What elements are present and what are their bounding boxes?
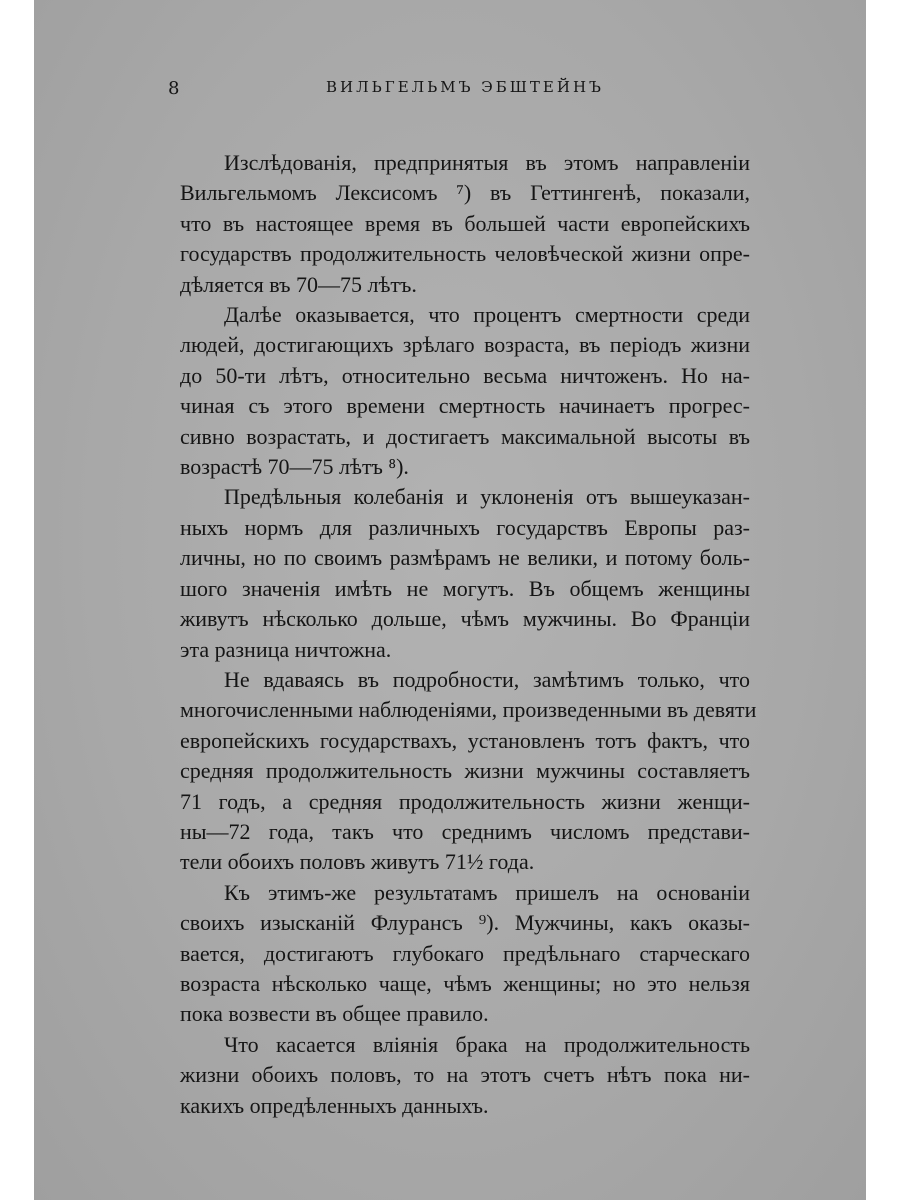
- text-line: Къ этимъ-же результатамъ пришелъ на основаніи: [224, 879, 750, 905]
- text-line: эта разница ничтожна.: [180, 636, 392, 662]
- text-line: Не вдаваясь въ подробности, замѣтимъ только, что: [224, 666, 750, 692]
- text-line: вается, достигаютъ глубокаго предѣльнаго старческаго: [180, 940, 750, 966]
- text-line: Предѣльныя колебанія и уклоненія отъ вышеуказан-: [224, 484, 750, 510]
- text-line: Далѣе оказывается, что процентъ смертности среди: [224, 302, 750, 328]
- text-line: ны—72 года, такъ что среднимъ числомъ представи-: [180, 818, 750, 844]
- text-line: Вильгельмомъ Лексисомъ ⁷) въ Геттингенѣ, показали,: [180, 180, 750, 206]
- text-line: государствъ продолжительность человѣческой жизни опре-: [180, 241, 750, 267]
- text-line: сивно возрастать, и достигаетъ максимальной высоты въ: [180, 423, 750, 449]
- text-line: до 50-ти лѣтъ, относительно весьма ничтоженъ. Но на-: [180, 362, 750, 388]
- text-line: Что касается вліянія брака на продолжительность: [224, 1031, 750, 1057]
- text-line: многочисленными наблюденіями, произведенными въ девяти: [180, 697, 757, 723]
- text-line: личны, но по своимъ размѣрамъ не велики, и потому боль-: [180, 545, 750, 571]
- text-line: средняя продолжительность жизни мужчины составляетъ: [180, 758, 750, 784]
- text-line: какихъ опредѣленныхъ данныхъ.: [180, 1092, 489, 1118]
- text-line: европейскихъ государствахъ, установленъ тотъ фактъ, что: [180, 727, 750, 753]
- page-number: 8: [168, 78, 180, 99]
- paragraph: [180, 300, 750, 482]
- text-line: возрастѣ 70—75 лѣтъ ⁸).: [180, 454, 409, 480]
- body-text: [180, 148, 757, 1121]
- text-line: дѣляется въ 70—75 лѣтъ.: [180, 271, 417, 297]
- text-line: Изслѣдованія, предпринятыя въ этомъ направленіи: [224, 150, 750, 175]
- text-line: шого значенія имѣть не могутъ. Въ общемъ женщины: [180, 575, 750, 601]
- paragraph: [180, 665, 757, 878]
- text-line: ныхъ нормъ для различныхъ государствъ Европы раз-: [180, 514, 750, 540]
- text-line: людей, достигающихъ зрѣлаго возраста, въ періодъ жизни: [180, 332, 750, 358]
- text-line: 71 годъ, а средняя продолжительность жизни женщи-: [180, 788, 750, 814]
- paragraph: [180, 1030, 750, 1121]
- text-line: тели обоихъ половъ живутъ 71½ года.: [180, 849, 535, 875]
- paragraph: [180, 148, 750, 300]
- running-header: ВИЛЬГЕЛЬМЪ ЭБШТЕЙНЪ: [326, 78, 604, 96]
- text-line: пока возвести въ общее правило.: [180, 1001, 489, 1027]
- text-line: живутъ нѣсколько дольше, чѣмъ мужчины. Во Франціи: [180, 606, 750, 632]
- text-line: своихъ изысканій Флурансъ ⁹). Мужчины, какъ оказы-: [180, 910, 750, 936]
- text-line: жизни обоихъ половъ, то на этотъ счетъ нѣтъ пока ни-: [180, 1062, 750, 1088]
- text-line: что въ настоящее время въ большей части европейскихъ: [180, 210, 750, 236]
- text-line: чиная съ этого времени смертность начинаетъ прогрес-: [180, 393, 750, 419]
- paragraph: [180, 878, 750, 1030]
- paragraph: [180, 482, 750, 664]
- text-line: возраста нѣсколько чаще, чѣмъ женщины; но это нельзя: [180, 970, 750, 996]
